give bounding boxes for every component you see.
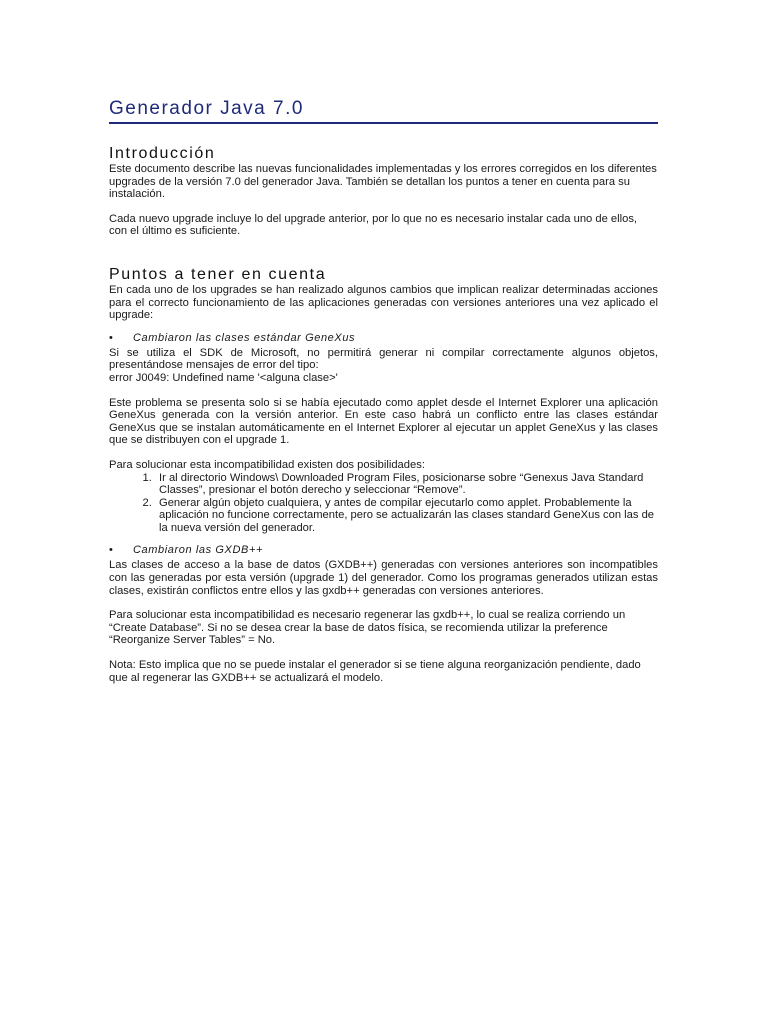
bullet-icon: • [109, 331, 114, 344]
gxdb-paragraph-2: Para solucionar esta incompatibilidad es necesario regenerar las gxdb++, lo cual se realiza corriendo un “Create Database”. Si no se desea crear la base de datos física, se recomienda utilizar la preference “Reorganize Server Tables” = No. [109, 609, 626, 647]
clases-paragraph-1: Si se utiliza el SDK de Microsoft, no permitirá generar ni compilar correctamente algunos objetos, presentándose mensajes de error del tipo: [109, 346, 658, 372]
gxdb-paragraph-1: Las clases de acceso a la base de datos (GXDB++) generadas con versiones anteriores son incompatibles con las generadas por esta versión (upgrade 1) del generador. Como los programas generados utilizan estas clases, existirán conflictos entre ellos y las gxdb++ generadas con versiones anteriores. [109, 559, 658, 597]
clases-error-line: error J0049: Undefined name '<alguna clase>' [109, 371, 338, 384]
clases-paragraph-3: Para solucionar esta incompatibilidad existen dos posibilidades: [109, 458, 425, 471]
document-title: Generador Java 7.0 [109, 98, 658, 124]
document-content [109, 98, 658, 684]
solution-steps-list [109, 472, 658, 535]
solution-step: 2. Generar algún objeto cualquiera, y antes de compilar ejecutarlo como applet. Probablemente la aplicación no funcione correctamente, pero se actualizarán las clases standard GeneXus con las de la nueva versión del generador. [155, 497, 658, 535]
section-heading-puntos: Puntos a tener en cuenta [109, 265, 327, 283]
puntos-paragraph-1: En cada uno de los upgrades se han realizado algunos cambios que implican realizar determinadas acciones para el correcto funcionamiento de las aplicaciones generadas con versiones anteriores una vez aplicado el upgrade: [109, 283, 658, 322]
bullet-gxdb-label: Cambiaron las GXDB++ [133, 544, 263, 557]
bullet-clases-label: Cambiaron las clases estándar GeneXus [133, 331, 356, 344]
bullet-gxdb [109, 544, 658, 556]
clases-paragraph-2: Este problema se presenta solo si se había ejecutado como applet desde el Internet Explorer una aplicación GeneXus generada con la versión anterior. En este caso habrá un conflicto entre las clases estándar GeneXus que se instalan automáticamente en el Internet Explorer al ejecutar un applet GeneXus y las clases que se distribuyen con el upgrade 1. [109, 396, 658, 447]
gxdb-paragraph-3: Nota: Esto implica que no se puede instalar el generador si se tiene alguna reorganización pendiente, dado que al regenerar las GXDB++ se actualizará el modelo. [109, 659, 641, 684]
intro-paragraph-2: Cada nuevo upgrade incluye lo del upgrade anterior, por lo que no es necesario instalar cada uno de ellos, con el último es suficiente. [109, 212, 638, 238]
bullet-clases [109, 332, 658, 344]
solution-step: 1. Ir al directorio Windows\ Downloaded Program Files, posicionarse sobre “Genexus Java Standard Classes”, presionar el botón derecho y seleccionar “Remove”. [155, 472, 658, 497]
intro-paragraph-1: Este documento describe las nuevas funcionalidades implementadas y los errores corregidos en los diferentes upgrades de la versión 7.0 del generador Java. También se detallan los puntos a tener en cuenta para su instalación. [109, 163, 657, 201]
section-heading-introduccion: Introducción [109, 145, 216, 162]
bullet-icon: • [109, 544, 114, 557]
